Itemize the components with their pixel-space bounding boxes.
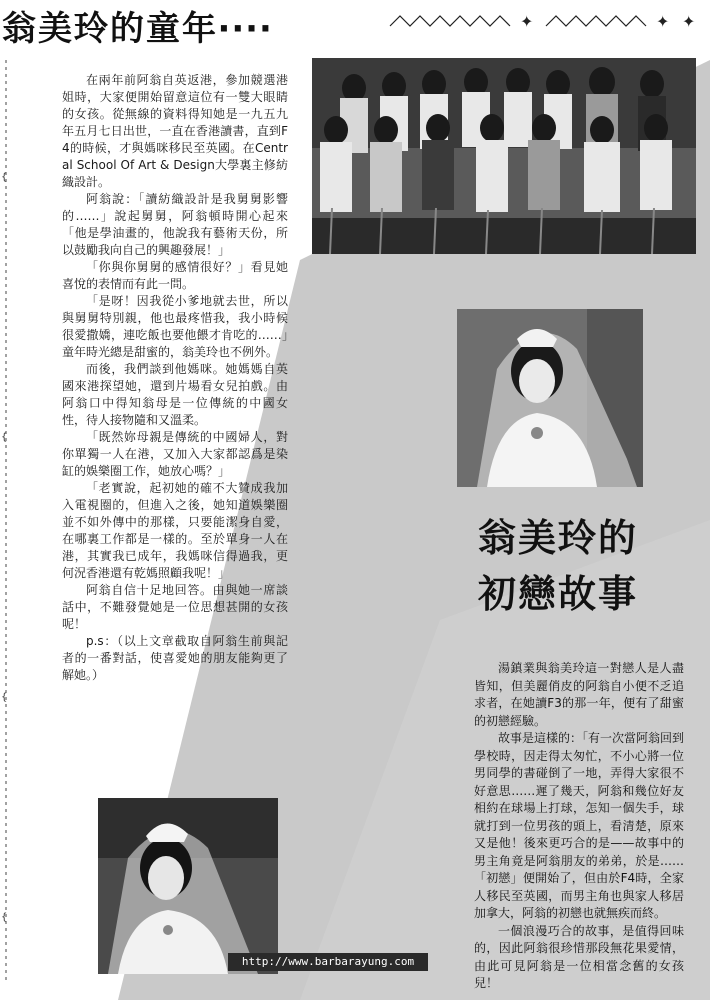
article-paragraph: 一個浪漫巧合的故事，是值得回味的，因此阿翁很珍惜那段無花果愛情，由此可見阿翁是一位相當念舊的女孩兒！ — [474, 923, 684, 990]
wedding-veil-photo-2 — [98, 798, 278, 974]
title-line: 初戀故事 — [478, 572, 639, 616]
article-paragraph: 阿翁說：「讀紡織設計是我舅舅影響的……」說起舅舅，阿翁頓時開心起來「他是學油畫的，他說我有藝術天份，所以鼓勵我向自己的興趣發展！」 — [62, 192, 288, 257]
article-paragraph: 湯鎮業與翁美玲這一對戀人是人盡皆知，但美麗俏皮的阿翁自小便不乏追求者，在她讀F3的那一年，便有了甜蜜的初戀經驗。 — [474, 661, 684, 728]
svg-text:{: { — [1, 432, 8, 443]
left-edge-ornament — [0, 60, 12, 980]
article-paragraph: 故事是這樣的：「有一次當阿翁回到學校時，因走得太匆忙，不小心將一位男同學的書碰倒了一地，弄得大家很不好意思……遲了幾天，阿翁和幾位好友相約在球場上打球，怎知一個失手，球就打到一位男孩的頭上，看清楚，原來又是他！後來更巧合的是——故事中的男主角竟是阿翁朋友的弟弟，於是……「初戀」便開始了，但由於F4時，全家人移民至英國，而男主角也與家人移居加拿大，阿翁的初戀也就無疾而終。 — [474, 731, 685, 920]
article-paragraph: 阿翁自信十足地回答。由與她一席談話中，不難發覺她是一位思想甚開的女孩呢！ — [62, 583, 288, 631]
article-paragraph: 「老實說，起初她的確不大贊成我加入電視圈的，但進入之後，她知道娛樂圈並不如外傳中的那樣，只要能潔身自愛，在哪裏工作都是一樣的。至於單身一人在港，其實我已成年，我媽咪信得過我，更何況香港還有乾媽照顧我呢！」 — [62, 481, 288, 580]
svg-text:✦: ✦ — [520, 12, 534, 31]
svg-text:{: { — [1, 172, 8, 183]
article-paragraph: 「你與你舅舅的感情很好？」看見她喜悅的表情而有此一問。 — [62, 260, 288, 291]
article-paragraph: 在兩年前阿翁自英返港，參加競選港姐時，大家便開始留意這位有一雙大眼睛的女孩。從無線的資料得知她是一九五九年五月七日出世，一直在香港讀書，直到F4的時候，才與媽咪移民至英國。在Central School Of Art & Design大學裏主修紡織設計。 — [62, 73, 288, 189]
svg-text:{: { — [1, 692, 8, 703]
header-ornament — [386, 10, 704, 32]
svg-text:{: { — [1, 912, 8, 923]
website-url: http://www.barbarayung.com — [228, 953, 428, 971]
page-title: 翁美玲的童年‧‧‧‧ — [2, 9, 274, 49]
first-love-title — [478, 510, 688, 622]
article-paragraph: 而後，我們談到他媽咪。她媽媽自英國來港探望她，還到片場看女兒拍戲。由阿翁口中得知翁母是一位傳統的中國女性，待人接物隨和又溫柔。 — [62, 362, 288, 427]
pageant-group-photo — [312, 58, 696, 254]
childhood-article — [62, 72, 288, 684]
article-paragraph: p.s：（以上文章截取自阿翁生前與記者的一番對話，使喜愛她的朋友能夠更了解她。） — [62, 634, 288, 682]
title-line: 翁美玲的 — [478, 516, 639, 560]
article-paragraph: 「是呀！因我從小爹地就去世，所以與舅舅特別親，他也最疼惜我，我小時候很愛撒嬌，連吃飯也要他餵才肯吃的……」童年時光總是甜蜜的，翁美玲也不例外。 — [62, 294, 288, 359]
article-paragraph: 「既然妳母親是傳統的中國婦人，對你單獨一人在港，又加入大家都認爲是染缸的娛樂圈工作，她放心嗎？」 — [62, 430, 288, 478]
first-love-article — [474, 660, 684, 993]
wedding-veil-photo-1 — [457, 309, 643, 487]
svg-text:✦: ✦ — [682, 12, 696, 31]
svg-text:✦: ✦ — [656, 12, 670, 31]
